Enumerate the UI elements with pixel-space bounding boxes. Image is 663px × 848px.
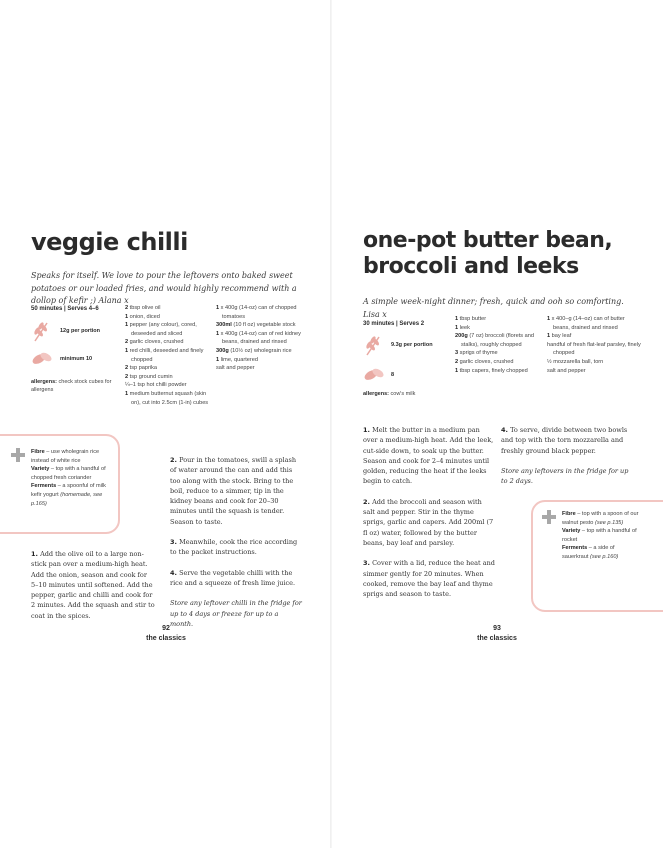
tip-item xyxy=(562,527,640,544)
allergens-label: allergens: xyxy=(31,379,57,385)
ingredient-item xyxy=(216,364,308,373)
ingredient-item xyxy=(455,324,543,333)
step-number: 4. xyxy=(170,568,177,577)
ingredient-text: tbsp olive oil xyxy=(129,305,161,311)
step-text: Cover with a lid, reduce the heat and simmer gently for 20 minutes. When cooked, remove the bay leaf and thyme sprigs and season to taste. xyxy=(363,559,495,599)
wheat-icon xyxy=(363,333,385,357)
allergens-note xyxy=(31,378,121,394)
ingredients-column-2 xyxy=(547,315,641,375)
ingredient-text: garlic cloves, crushed xyxy=(459,358,514,365)
storage-note: Store any leftover chilli in the fridge for up to 4 days or freeze for up to a month. xyxy=(170,599,302,628)
ingredient-item xyxy=(125,364,211,373)
step-text: Serve the vegetable chilli with the rice and a squeeze of fresh lime juice. xyxy=(170,568,296,587)
ingredient-text: tsp ground cumin xyxy=(129,373,173,380)
ingredients-column-1 xyxy=(125,304,211,407)
ingredient-item xyxy=(547,358,641,367)
ingredient-quantity: 3 xyxy=(455,350,460,357)
ingredient-item xyxy=(216,304,308,321)
tip-text: – top with a spoon of our walnut pesto xyxy=(562,511,639,526)
fibre-per-portion: 9.3g per portion xyxy=(391,342,433,348)
ingredient-text: onion, diced xyxy=(129,313,160,320)
ingredient-quantity: 2 xyxy=(125,305,130,311)
ingredient-item xyxy=(216,321,308,330)
leaves-icon xyxy=(31,349,53,367)
ingredient-quantity: 1 xyxy=(455,316,460,322)
ingredient-text: tbsp butter xyxy=(459,316,487,322)
ingredient-text: x 400–g (14–oz) can of butter beans, drained and rinsed xyxy=(551,316,625,331)
leaves-icon xyxy=(363,365,385,383)
plant-count: 8 xyxy=(391,372,395,378)
tip-item xyxy=(31,482,111,508)
ingredient-quantity: 1 xyxy=(547,333,552,340)
ingredient-quantity: 2 xyxy=(125,373,130,380)
step-text: To serve, divide between two bowls and top with the torn mozzarella and freshly ground black pepper. xyxy=(501,426,628,455)
ingredient-text: (10 fl oz) vegetable stock xyxy=(233,322,296,329)
tip-label: Fibre xyxy=(562,511,576,517)
ingredient-quantity: 200g xyxy=(455,333,470,340)
ingredient-text: sprigs of thyme xyxy=(459,350,498,357)
method-column-2 xyxy=(501,425,631,496)
ingredient-item xyxy=(455,332,543,349)
plant-count: minimum 10 xyxy=(60,356,93,362)
allergens-text: check stock cubes for allergens xyxy=(31,379,112,393)
recipe-title: veggie chilli xyxy=(31,228,188,256)
allergens-label: allergens: xyxy=(363,391,389,397)
step-text: Pour in the tomatoes, swill a splash of water around the can and add this too along with the stock. Bring to the boil, reduce to a simmer, tip in the kidney beans and cook for 20–30 minutes until the squash is tender. Season to taste. xyxy=(170,456,297,526)
ingredient-text: (10½ oz) wholegrain rice xyxy=(230,347,292,354)
ingredient-text: pepper (any colour), cored, deseeded and sliced xyxy=(129,322,197,337)
ingredient-quantity: 1 xyxy=(216,330,221,337)
plus-icon xyxy=(542,510,556,524)
ingredient-text: ¼–1 tsp hot chilli powder xyxy=(125,382,187,389)
recipe-title-line-1: one-pot butter bean, xyxy=(363,228,613,253)
wheat-icon xyxy=(31,319,53,343)
ingredient-text: medium butternut squash (skin on), cut into 2.5cm (1-in) cubes xyxy=(129,390,209,406)
ingredient-text: red chilli, deseeded and finely chopped xyxy=(129,347,204,363)
ingredient-item xyxy=(216,330,308,347)
ingredient-item xyxy=(455,358,543,367)
section-name: the classics xyxy=(477,635,517,642)
tip-reference: (see p.135) xyxy=(593,519,624,526)
tip-text: – top with a handful of rocket xyxy=(562,528,637,543)
page-number: 93 xyxy=(493,625,501,632)
ingredient-quantity: 1 xyxy=(125,347,130,354)
tip-label: Variety xyxy=(562,528,581,535)
step-number: 1. xyxy=(31,550,38,558)
tip-item xyxy=(562,510,640,527)
ingredient-quantity: 1 xyxy=(216,305,221,311)
ingredient-quantity: 1 xyxy=(125,390,130,397)
recipe-title xyxy=(363,228,612,280)
ingredient-item xyxy=(455,315,543,324)
storage-note: Store any leftovers in the fridge for up to 2 days. xyxy=(501,466,629,486)
step-text: Add the broccoli and season with salt and pepper. Stir in the thyme sprigs, garlic and capers. Add 200ml (7 fl oz) water, followed by the butter beans, bay leaf and parsley. xyxy=(363,497,494,547)
tip-label: Ferments xyxy=(31,483,57,490)
ingredient-text: x 400g (14-oz) can of red kidney beans, drained and rinsed xyxy=(220,330,301,346)
ingredient-text: (7 oz) broccoli (florets and stalks), roughly chopped xyxy=(461,333,534,348)
ingredients-column-1 xyxy=(455,315,543,375)
ingredient-text: handful of fresh flat-leaf parsley, finely chopped xyxy=(547,341,641,357)
tip-label: Fibre xyxy=(31,449,45,455)
page-folio xyxy=(467,624,527,644)
ingredient-text: garlic cloves, crushed xyxy=(129,339,184,346)
tip-reference: (homemade, see p.165) xyxy=(31,491,103,507)
recipe-title-line-2: broccoli and leeks xyxy=(363,253,579,279)
step-number: 3. xyxy=(363,559,370,568)
step-text: Melt the butter in a medium pan over a medium-high heat. Add the leek, cut-side down, to soak up the butter. Season and cook for 2–4 minutes until golden, reducing the heat if the leeks begin to catch. xyxy=(363,426,494,486)
method-column-2 xyxy=(170,455,302,639)
page-number: 92 xyxy=(162,625,170,632)
ingredient-item xyxy=(125,338,211,347)
recipe-intro: Speaks for itself. We love to pour the leftovers onto baked sweet potatoes or our loaded fries, and would highly recommend with a dollop of kefir ;) Alana x xyxy=(31,271,297,305)
ingredient-item xyxy=(216,356,308,365)
allergens-text: cow's milk xyxy=(390,391,416,397)
ingredient-quantity: 1 xyxy=(455,367,460,374)
tip-label: Ferments xyxy=(562,545,588,552)
ingredient-quantity: 2 xyxy=(125,339,130,346)
ingredient-text: bay leaf xyxy=(551,333,572,340)
ingredient-text: salt and pepper xyxy=(216,365,255,372)
ingredient-item xyxy=(125,313,211,322)
ingredient-quantity: 1 xyxy=(125,313,130,320)
method-column-1 xyxy=(363,425,495,609)
ingredient-text: tbsp capers, finely chopped xyxy=(459,367,528,374)
ingredient-quantity: 1 xyxy=(547,316,552,322)
ingredient-item xyxy=(125,390,211,407)
ingredient-item xyxy=(547,332,641,341)
ingredient-quantity: 300ml xyxy=(216,322,234,329)
step-number: 1. xyxy=(363,426,370,434)
tip-text: – top with a handful of chopped fresh coriander xyxy=(31,466,106,481)
time-serves: 30 minutes | Serves 2 xyxy=(363,321,425,327)
plus-icon xyxy=(11,448,25,462)
method-step-1 xyxy=(31,549,155,631)
step-number: 2. xyxy=(170,456,177,464)
step-number: 3. xyxy=(170,538,177,547)
section-name: the classics xyxy=(146,635,186,642)
tip-item xyxy=(31,465,111,482)
left-page xyxy=(0,0,331,848)
ingredient-item xyxy=(547,315,641,332)
ingredient-text: tsp paprika xyxy=(129,365,158,372)
ingredient-item xyxy=(455,349,543,358)
tip-text xyxy=(31,448,111,508)
tip-label: Variety xyxy=(31,466,50,473)
fibre-per-portion: 12g per portion xyxy=(60,328,101,334)
allergens-note xyxy=(363,390,463,398)
ingredient-item xyxy=(125,373,211,382)
ingredient-quantity: 2 xyxy=(125,365,130,372)
ingredient-item xyxy=(547,367,641,376)
tip-text: – use wholegrain rice instead of white rice xyxy=(31,449,100,464)
tip-text: – a side of sauerkraut xyxy=(562,545,615,560)
step-text: Meanwhile, cook the rice according to the packet instructions. xyxy=(170,538,298,557)
step-number: 4. xyxy=(501,426,508,434)
ingredient-text: ½ mozzarella ball, torn xyxy=(547,358,604,365)
recipe-intro: A simple week-night dinner; fresh, quick and ooh so comforting. Lisa x xyxy=(363,297,624,319)
ingredient-item xyxy=(125,347,211,364)
ingredients-column-2 xyxy=(216,304,308,373)
ingredient-text: lime, quartered xyxy=(220,356,258,363)
step-number: 2. xyxy=(363,497,370,506)
time-serves: 50 minutes | Serves 4–6 xyxy=(31,306,99,312)
ingredient-quantity: 1 xyxy=(216,356,221,363)
ingredient-item xyxy=(125,321,211,338)
tip-text: – a spoonful of milk kefir yogurt xyxy=(31,483,106,498)
ingredient-quantity: 300g xyxy=(216,347,231,354)
ingredient-text: leek xyxy=(459,324,470,331)
step-text: Add the olive oil to a large non-stick pan over a medium-high heat. Add the onion, season and cook for 5–10 minutes until softened. Add the pepper, garlic and chilli and cook for 2 minutes. Add the squash and stir to coat in the spices. xyxy=(31,550,155,620)
ingredient-text: salt and pepper xyxy=(547,367,586,374)
page-folio xyxy=(136,624,196,644)
ingredient-item xyxy=(547,341,641,358)
tip-reference: (see p.160) xyxy=(588,553,619,560)
ingredient-quantity: 2 xyxy=(455,358,460,365)
tip-text xyxy=(562,510,640,562)
ingredient-text: x 400g (14-oz) can of chopped tomatoes xyxy=(220,305,297,320)
right-page xyxy=(331,0,663,848)
ingredient-quantity: 1 xyxy=(455,324,460,331)
ingredient-item xyxy=(125,381,211,390)
ingredient-item xyxy=(125,304,211,313)
tip-item xyxy=(31,448,111,465)
ingredient-item xyxy=(216,347,308,356)
ingredient-quantity: 1 xyxy=(125,322,130,329)
tip-item xyxy=(562,544,640,561)
ingredient-item xyxy=(455,367,543,376)
